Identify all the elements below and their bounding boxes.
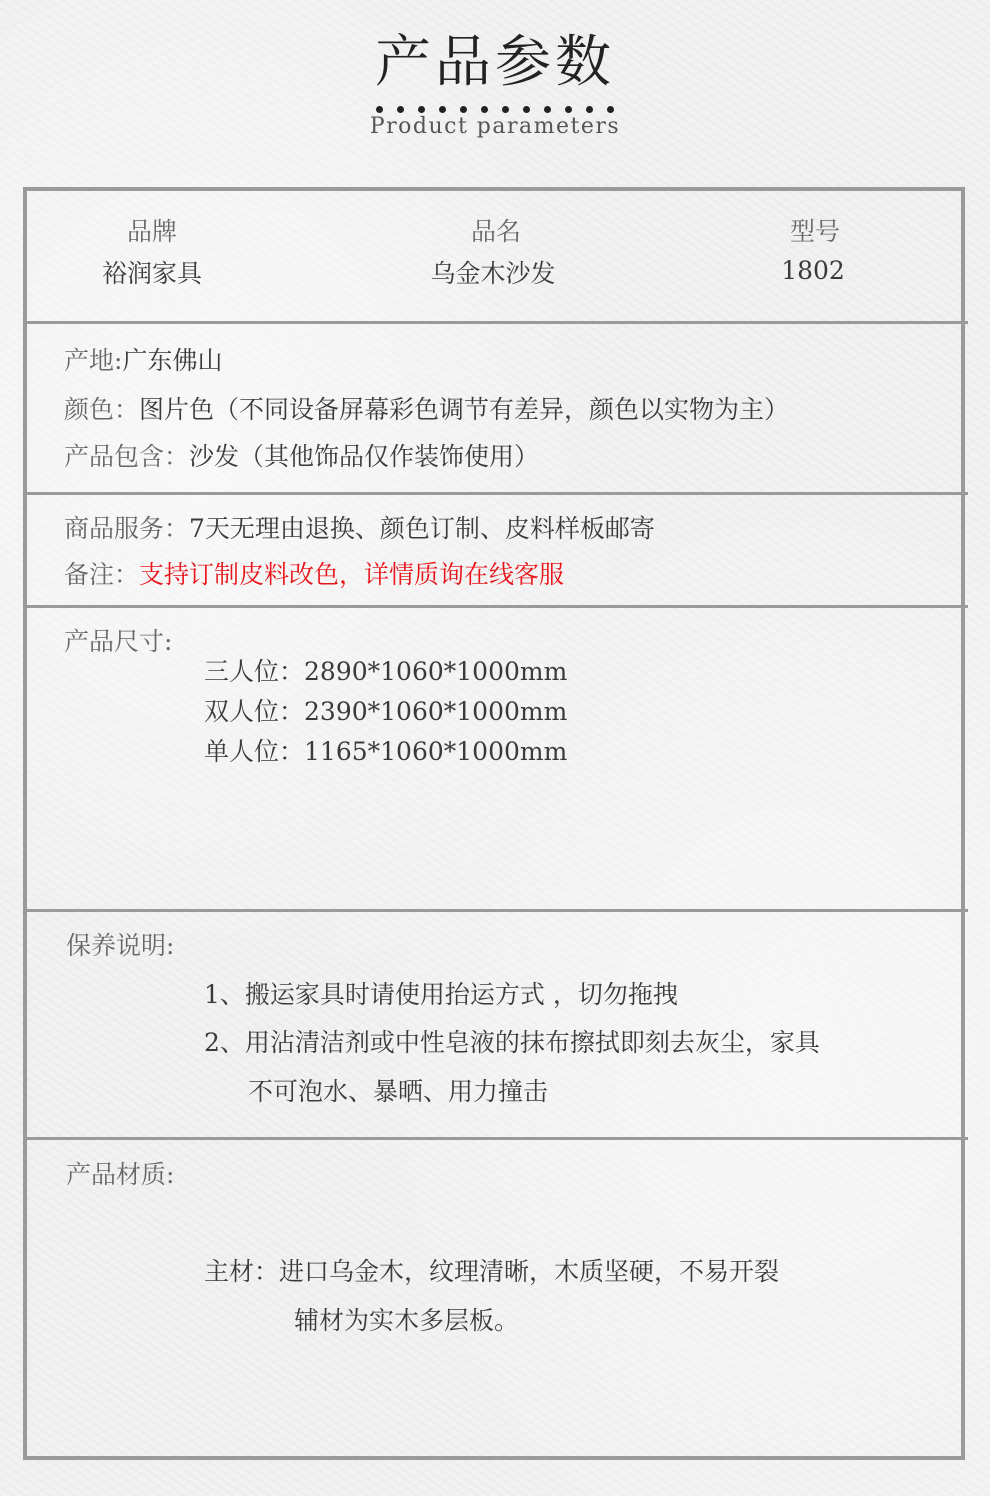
service-value: 7天无理由退换、颜色订制、皮料样板邮寄 (189, 514, 655, 543)
origin-row (64, 345, 222, 377)
contents-label: 产品包含： (64, 442, 190, 471)
contents-row (64, 441, 539, 473)
size-item (204, 696, 567, 728)
divider-2 (23, 492, 968, 495)
size-item (204, 736, 567, 768)
care-line-3: 不可泡水、暴晒、用力撞击 (248, 1077, 549, 1106)
care-label: 保养说明: (66, 931, 175, 960)
divider-3 (23, 605, 968, 608)
note-row (64, 559, 564, 591)
size-item-label: 三人位： (204, 657, 305, 686)
color-label: 颜色： (64, 395, 140, 424)
care-line-1: 1、搬运家具时请使用抬运方式 ，切勿拖拽 (204, 980, 678, 1009)
material-label: 产品材质: (66, 1160, 175, 1189)
size-item-label: 双人位： (204, 697, 305, 726)
model-value: 1802 (781, 256, 845, 285)
divider-5 (23, 1137, 968, 1140)
care-line-2: 2、用沾清洁剂或中性皂液的抹布擦拭即刻去灰尘，家具 (204, 1028, 820, 1057)
size-item (204, 656, 567, 688)
note-label: 备注： (64, 560, 140, 589)
page-subtitle: Product parameters (369, 114, 621, 139)
size-item-value: 2890*1060*1000mm (304, 657, 568, 686)
size-label: 产品尺寸: (64, 627, 173, 656)
origin-value: 广东佛山 (122, 346, 223, 375)
name-label: 品名 (470, 217, 521, 246)
size-item-label: 单人位： (204, 737, 305, 766)
service-row (64, 513, 655, 545)
page-title: 产品参数 (375, 30, 615, 95)
contents-value: 沙发（其他饰品仅作装饰使用） (189, 442, 540, 471)
model-label: 型号 (789, 217, 840, 246)
size-item-value: 2390*1060*1000mm (304, 697, 568, 726)
material-line-1: 主材：进口乌金木，纹理清晰，木质坚硬，不易开裂 (204, 1257, 780, 1286)
origin-label: 产地: (64, 346, 123, 375)
divider-4 (23, 909, 968, 912)
size-item-value: 1165*1060*1000mm (304, 737, 568, 766)
note-value: 支持订制皮料改色，详情质询在线客服 (139, 560, 565, 589)
service-label: 商品服务： (64, 514, 190, 543)
brand-label: 品牌 (126, 217, 177, 246)
color-row (64, 394, 789, 426)
divider-1 (23, 321, 968, 324)
color-value: 图片色（不同设备屏幕彩色调节有差异，颜色以实物为主） (139, 395, 790, 424)
brand-value: 裕润家具 (101, 259, 202, 288)
material-line-2: 辅材为实木多层板。 (294, 1306, 520, 1335)
name-value: 乌金木沙发 (430, 259, 556, 288)
